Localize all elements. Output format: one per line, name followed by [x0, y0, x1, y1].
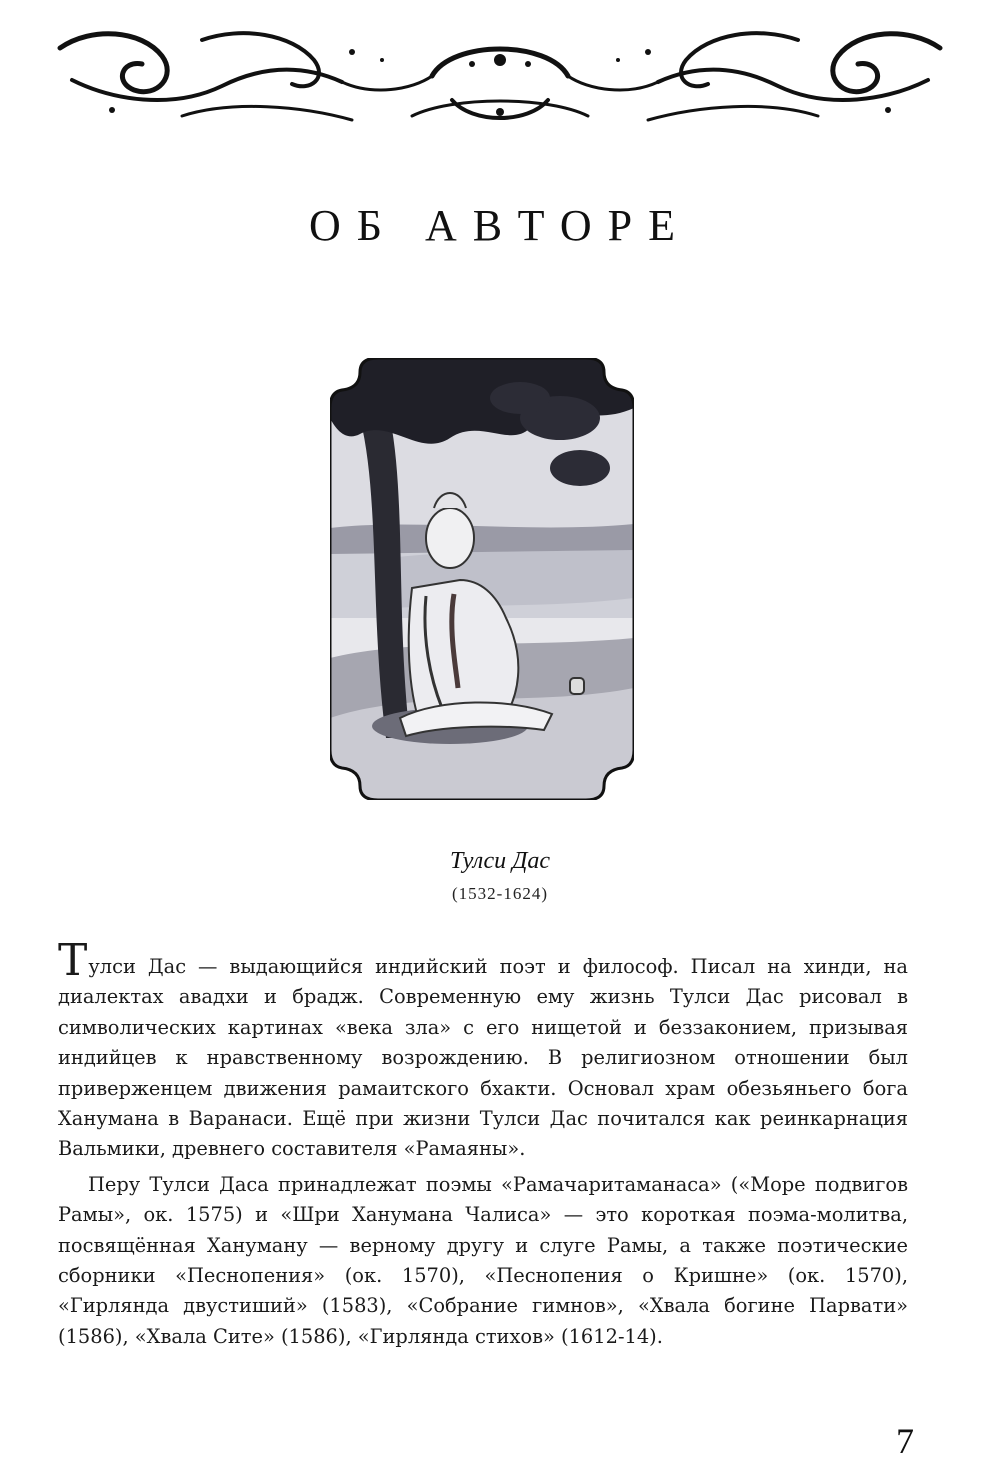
author-portrait-image — [330, 358, 634, 800]
article-body — [58, 935, 908, 1352]
page-title: ОБ АВТОРЕ — [308, 201, 691, 250]
paragraph-1 — [58, 935, 908, 1165]
portrait-caption-years: (1532-1624) — [452, 884, 548, 903]
drop-cap: Т — [58, 935, 88, 986]
portrait-caption-name: Тулси Дас — [449, 848, 551, 874]
paragraph-2: Перу Тулси Даса принадлежат поэмы «Рамачаритаманаса» («Море подвигов Рамы», ок. 1575) и «Шри Ханумана Чалиса» — это короткая поэма-молитва, посвящённая Хануману — верному другу и слуге Рамы, а также поэтические сборники «Песнопения» (ок. 1570), «Песнопения о Кришне» (ок. 1570), «Гирлянда двустиший» (1583), «Собрание гимнов», «Хвала богине Парвати» (1586), «Хвала Сите» (1586), «Гирлянда стихов» (1612-14). — [58, 1172, 908, 1348]
decorative-header-ornament — [52, 20, 948, 130]
page-number: 7 — [896, 1421, 914, 1461]
paragraph-1-text: улси Дас — выдающийся индийский поэт и философ. Писал на хинди, на диалектах авадхи и брадж. Современную ему жизнь Тулси Дас рисовал в символических картинах «века зла» с его нищетой и беззаконием, призывая индийцев к нравственному возрождению. В религиозном отношении был приверженцем движения рамаитского бхакти. Основал храм обезьяньего бога Ханумана в Варанаси. Ещё при жизни Тулси Дас почитался как реинкарнация Вальмики, древнего составителя «Рамаяны». — [58, 955, 908, 1161]
